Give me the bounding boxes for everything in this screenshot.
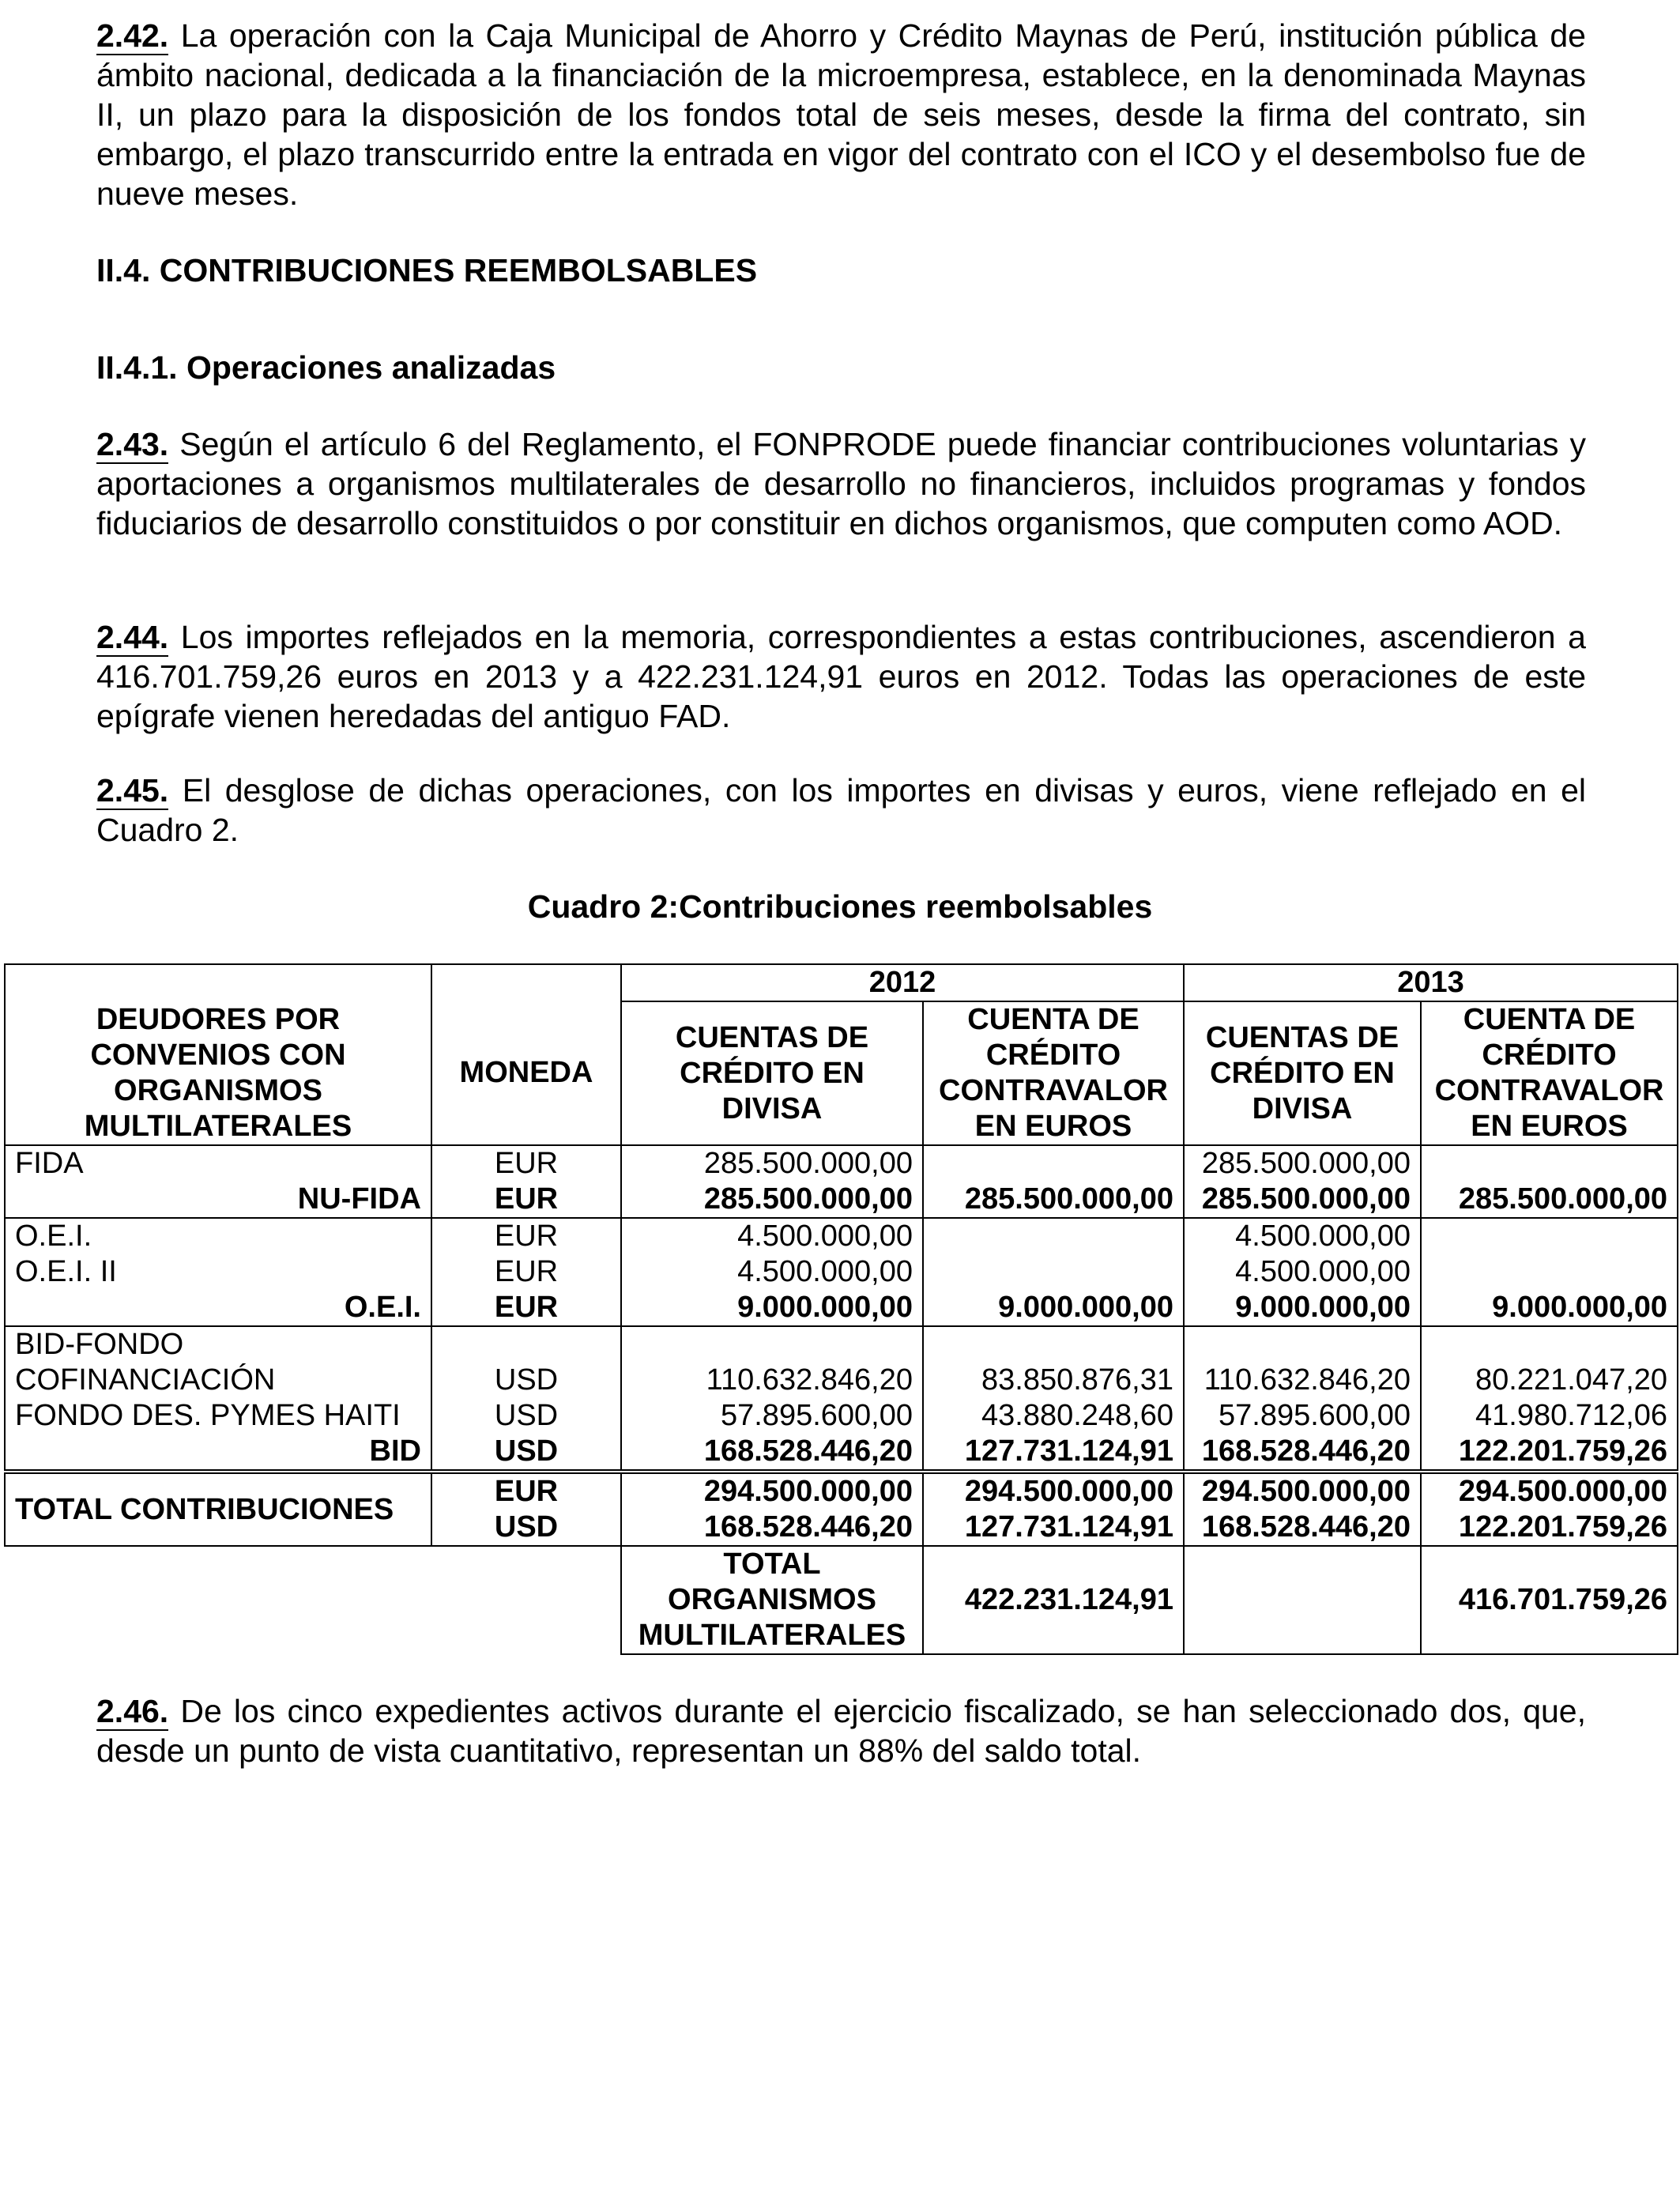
row-name: BID bbox=[5, 1434, 431, 1472]
cell-2013-euros: 122.201.759,26 bbox=[1421, 1434, 1678, 1472]
row-name: COFINANCIACIÓN bbox=[5, 1363, 431, 1398]
table-row bbox=[5, 1254, 1678, 1290]
paragraph-text: Según el artículo 6 del Reglamento, el FONPRODE puede financiar contribuciones voluntarias y aportaciones a organismos multilaterales de desarrollo no financieros, incluidos programas y fondos fiduciarios de desarrollo constituidos o por constituir en dichos organismos, que computen como AOD. bbox=[96, 426, 1586, 541]
section-title: CONTRIBUCIONES REEMBOLSABLES bbox=[159, 252, 758, 288]
cell-2012-euros: 9.000.000,00 bbox=[923, 1290, 1184, 1326]
cell-2012-divisa: 57.895.600,00 bbox=[621, 1398, 923, 1434]
cell-2013-divisa: 57.895.600,00 bbox=[1184, 1398, 1421, 1434]
table-row bbox=[5, 1218, 1678, 1254]
paragraph-number: 2.42. bbox=[96, 17, 169, 54]
cell-2013-divisa: 110.632.846,20 bbox=[1184, 1363, 1421, 1398]
cell-2013-divisa: 285.500.000,00 bbox=[1184, 1182, 1421, 1218]
grand-total-2012: 422.231.124,91 bbox=[923, 1546, 1184, 1654]
paragraph-text: La operación con la Caja Municipal de Ahorro y Crédito Maynas de Perú, institución pública de ámbito nacional, dedicada a la financiación de la microempresa, establece, en la denominada Maynas II, un plazo para la disposición de los fondos total de seis meses, desde la firma del contrato, sin embargo, el plazo transcurrido entre la entrada en vigor del contrato con el ICO y el desembolso fue de nueve meses. bbox=[96, 17, 1586, 212]
cell-2012-divisa: 285.500.000,00 bbox=[621, 1182, 923, 1218]
paragraph-2-43 bbox=[96, 424, 1586, 543]
paragraph-text: De los cinco expedientes activos durante el ejercicio fiscalizado, se han seleccionado dos, que, desde un punto de vista cuantitativo, representan un 88% del saldo total. bbox=[96, 1693, 1586, 1769]
paragraph-2-45 bbox=[96, 771, 1586, 850]
cell-2012-divisa: 9.000.000,00 bbox=[621, 1290, 923, 1326]
row-name: FONDO DES. PYMES HAITI bbox=[5, 1398, 431, 1434]
table-caption: Cuadro 2:Contribuciones reembolsables bbox=[527, 888, 1153, 925]
row-currency: EUR bbox=[431, 1472, 621, 1510]
cell-2012-euros: 127.731.124,91 bbox=[923, 1510, 1184, 1546]
paragraph-number: 2.44. bbox=[96, 619, 169, 655]
year-2012: 2012 bbox=[621, 964, 1184, 1001]
year-2013: 2013 bbox=[1184, 964, 1678, 1001]
paragraph-number: 2.43. bbox=[96, 426, 169, 462]
header-cuentas-divisa-2013: CUENTAS DE CRÉDITO EN DIVISA bbox=[1184, 1001, 1421, 1145]
cell-2013-euros: 41.980.712,06 bbox=[1421, 1398, 1678, 1434]
cell-2012-divisa: 294.500.000,00 bbox=[621, 1472, 923, 1510]
grand-total-label: TOTAL ORGANISMOS MULTILATERALES bbox=[621, 1546, 923, 1654]
cell-2013-divisa: 168.528.446,20 bbox=[1184, 1434, 1421, 1472]
cell-2013-divisa: 294.500.000,00 bbox=[1184, 1472, 1421, 1510]
table-row bbox=[5, 1326, 1678, 1363]
cell-2012-euros bbox=[923, 1254, 1184, 1290]
section-heading bbox=[96, 251, 757, 290]
paragraph-2-46 bbox=[96, 1691, 1586, 1770]
section-number: II.4. bbox=[96, 252, 151, 288]
cell-2012-divisa: 110.632.846,20 bbox=[621, 1363, 923, 1398]
subtotal-row bbox=[5, 1182, 1678, 1218]
subsection-heading bbox=[96, 348, 556, 387]
total-row-eur bbox=[5, 1472, 1678, 1510]
header-moneda: MONEDA bbox=[431, 1001, 621, 1145]
paragraph-number: 2.45. bbox=[96, 772, 169, 809]
row-currency: EUR bbox=[431, 1145, 621, 1182]
table-row bbox=[5, 1145, 1678, 1182]
total-label: TOTAL CONTRIBUCIONES bbox=[5, 1472, 431, 1546]
table-row bbox=[5, 1363, 1678, 1398]
cell-2013-euros bbox=[1421, 1145, 1678, 1182]
cell-2012-divisa: 168.528.446,20 bbox=[621, 1510, 923, 1546]
cell-2013-divisa: 9.000.000,00 bbox=[1184, 1290, 1421, 1326]
cell-2013-divisa: 4.500.000,00 bbox=[1184, 1254, 1421, 1290]
subtotal-row bbox=[5, 1290, 1678, 1326]
column-header-row bbox=[5, 1001, 1678, 1145]
subsection-title: Operaciones analizadas bbox=[186, 349, 556, 386]
subtotal-row bbox=[5, 1434, 1678, 1472]
cell-2013-divisa: 285.500.000,00 bbox=[1184, 1145, 1421, 1182]
year-header-row bbox=[5, 964, 1678, 1001]
cell-2012-euros: 285.500.000,00 bbox=[923, 1182, 1184, 1218]
paragraph-2-44 bbox=[96, 617, 1586, 736]
row-currency: EUR bbox=[431, 1182, 621, 1218]
cell-2013-euros bbox=[1421, 1254, 1678, 1290]
cell-2012-euros: 127.731.124,91 bbox=[923, 1434, 1184, 1472]
paragraph-2-42 bbox=[96, 16, 1586, 213]
row-currency: USD bbox=[431, 1510, 621, 1546]
cell-2012-euros bbox=[923, 1218, 1184, 1254]
grand-total-row bbox=[5, 1546, 1678, 1654]
cell-2013-euros: 9.000.000,00 bbox=[1421, 1290, 1678, 1326]
cell-2013-euros: 294.500.000,00 bbox=[1421, 1472, 1678, 1510]
cell-2012-euros: 294.500.000,00 bbox=[923, 1472, 1184, 1510]
cell-2012-divisa: 4.500.000,00 bbox=[621, 1254, 923, 1290]
cell-2012-divisa: 285.500.000,00 bbox=[621, 1145, 923, 1182]
row-currency: EUR bbox=[431, 1254, 621, 1290]
table-row bbox=[5, 1398, 1678, 1434]
paragraph-text: El desglose de dichas operaciones, con los importes en divisas y euros, viene reflejado en el Cuadro 2. bbox=[96, 772, 1586, 848]
cell-2013-divisa: 168.528.446,20 bbox=[1184, 1510, 1421, 1546]
paragraph-number: 2.46. bbox=[96, 1693, 169, 1729]
row-name: O.E.I. bbox=[5, 1218, 431, 1254]
header-cuenta-euros-2013: CUENTA DE CRÉDITO CONTRAVALOR EN EUROS bbox=[1421, 1001, 1678, 1145]
paragraph-text: Los importes reflejados en la memoria, correspondientes a estas contribuciones, ascendieron a 416.701.759,26 euros en 2013 y a 422.231.124,91 euros en 2012. Todas las operaciones de este epígrafe vienen heredadas del antiguo FAD. bbox=[96, 619, 1586, 734]
cell-2012-euros: 83.850.876,31 bbox=[923, 1363, 1184, 1398]
cell-2012-divisa: 4.500.000,00 bbox=[621, 1218, 923, 1254]
row-name: O.E.I. bbox=[5, 1290, 431, 1326]
header-cuentas-divisa-2012: CUENTAS DE CRÉDITO EN DIVISA bbox=[621, 1001, 923, 1145]
grand-total-2013: 416.701.759,26 bbox=[1421, 1546, 1678, 1654]
row-name: NU-FIDA bbox=[5, 1182, 431, 1218]
subsection-number: II.4.1. bbox=[96, 349, 178, 386]
cell-2012-euros bbox=[923, 1145, 1184, 1182]
cell-2013-euros: 285.500.000,00 bbox=[1421, 1182, 1678, 1218]
row-currency: USD bbox=[431, 1398, 621, 1434]
cell-2013-euros: 80.221.047,20 bbox=[1421, 1363, 1678, 1398]
row-name: FIDA bbox=[5, 1145, 431, 1182]
row-name: BID-FONDO bbox=[5, 1326, 431, 1363]
row-currency: EUR bbox=[431, 1218, 621, 1254]
cell-2013-euros: 122.201.759,26 bbox=[1421, 1510, 1678, 1546]
cell-2012-euros: 43.880.248,60 bbox=[923, 1398, 1184, 1434]
contributions-table bbox=[4, 963, 1678, 1655]
cell-2013-euros bbox=[1421, 1218, 1678, 1254]
row-name: O.E.I. II bbox=[5, 1254, 431, 1290]
row-currency: EUR bbox=[431, 1290, 621, 1326]
cell-2013-divisa: 4.500.000,00 bbox=[1184, 1218, 1421, 1254]
header-deudores: DEUDORES POR CONVENIOS CON ORGANISMOS MULTILATERALES bbox=[5, 1001, 431, 1145]
row-currency: USD bbox=[431, 1434, 621, 1472]
header-cuenta-euros-2012: CUENTA DE CRÉDITO CONTRAVALOR EN EUROS bbox=[923, 1001, 1184, 1145]
row-currency: USD bbox=[431, 1363, 621, 1398]
cell-2012-divisa: 168.528.446,20 bbox=[621, 1434, 923, 1472]
